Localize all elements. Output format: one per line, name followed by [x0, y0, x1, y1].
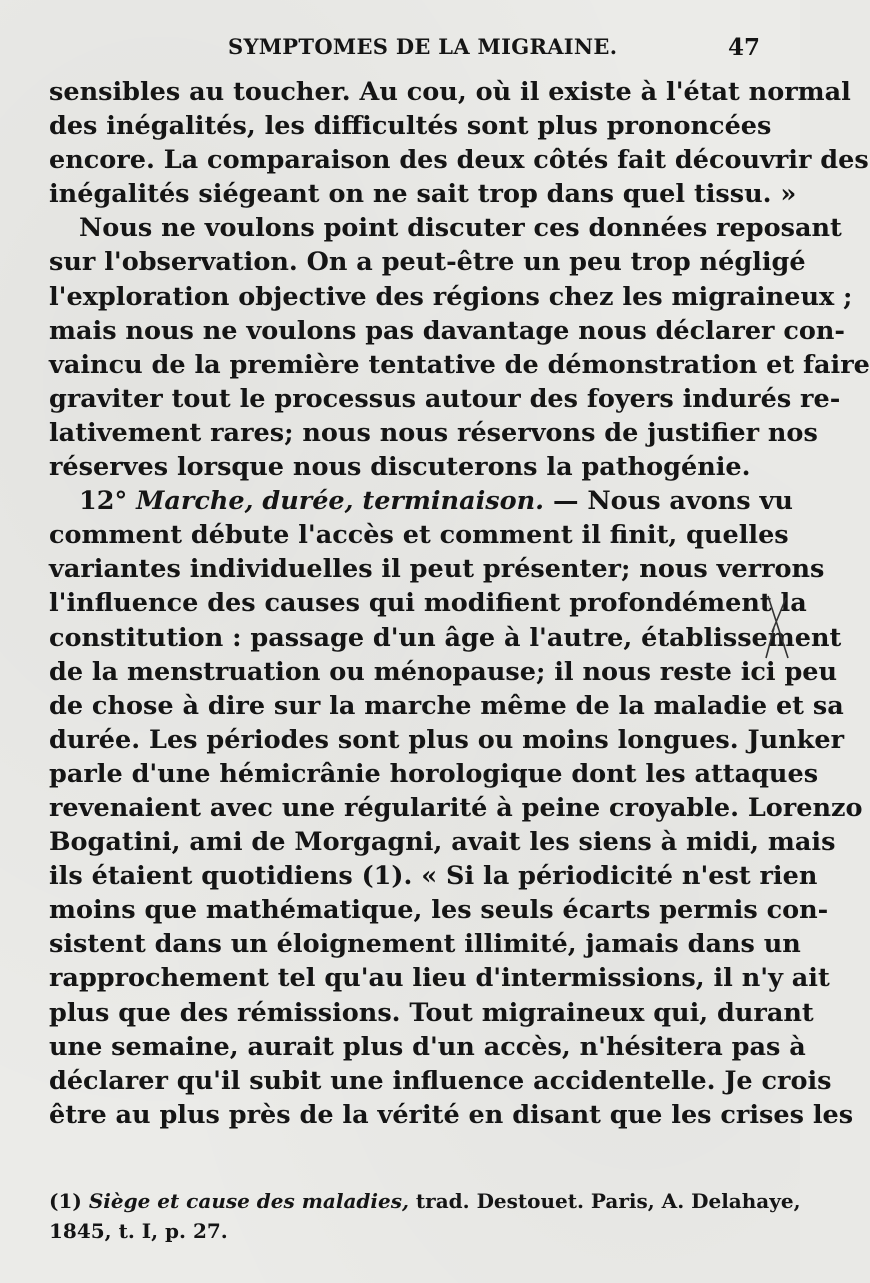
text-line: constitution : passage d'un âge à l'autre, établissement: [49, 622, 842, 653]
text-line: des inégalités, les difficultés sont plus prononcées: [49, 111, 772, 142]
text-line: mais nous ne voulons pas davantage nous déclarer con-: [49, 315, 846, 346]
text-line: moins que mathématique, les seuls écarts permis con-: [49, 895, 829, 926]
text-line: revenaient avec une régularité à peine croyable. Lorenzo: [49, 792, 863, 823]
text-line: de chose à dire sur la marche même de la maladie et sa: [49, 690, 844, 721]
footnote-title: Siège et cause des maladies,: [88, 1189, 409, 1213]
text-line: réserves lorsque nous discuterons la pathogénie.: [49, 452, 751, 483]
text-line: sensibles au toucher. Au cou, où il existe à l'état normal: [49, 77, 851, 107]
text-line: ils étaient quotidiens (1). « Si la périodicité n'est rien: [49, 861, 818, 892]
footnote-marker: (1): [49, 1189, 82, 1213]
text-line: encore. La comparaison des deux côtés fait découvrir des: [49, 145, 869, 176]
page-header: [0, 34, 800, 74]
section-title-terminaison: terminaison.: [362, 486, 545, 517]
footnote-line: 1845, t. I, p. 27.: [49, 1219, 228, 1243]
section-heading-rest: — Nous avons vu: [552, 486, 793, 517]
text-line: plus que des rémissions. Tout migraineux qui, durant: [49, 997, 814, 1028]
text-line: variantes individuelles il peut présenter; nous verrons: [49, 554, 825, 585]
text-line: inégalités siégeant on ne sait trop dans quel tissu. »: [49, 179, 797, 210]
text-line: déclarer qu'il subit une influence accidentelle. Je crois: [49, 1065, 832, 1096]
text-line: l'exploration objective des régions chez les migraineux ;: [49, 281, 853, 312]
footnote-citation: trad. Destouet. Paris, A. Delahaye,: [415, 1189, 801, 1213]
text-line: parle d'une hémicrânie horologique dont les attaques: [49, 758, 819, 789]
margin-x-mark-icon: [762, 592, 792, 662]
footnote: [49, 1186, 801, 1246]
text-line: être au plus près de la vérité en disant que les crises les: [49, 1099, 854, 1130]
page-number: 47: [728, 34, 761, 61]
text-line: de la menstruation ou ménopause; il nous reste ici peu: [49, 656, 838, 687]
text-line: graviter tout le processus autour des foyers indurés re-: [49, 383, 841, 414]
text-line: l'influence des causes qui modifient profondément la: [49, 588, 807, 619]
text-line: sistent dans un éloignement illimité, jamais dans un: [49, 929, 801, 960]
text-line: comment débute l'accès et comment il finit, quelles: [49, 520, 789, 551]
section-number: 12°: [79, 486, 128, 517]
running-title: SYMPTOMES DE LA MIGRAINE.: [228, 34, 618, 59]
text-line: Nous ne voulons point discuter ces données reposant: [79, 213, 842, 244]
text-line: une semaine, aurait plus d'un accès, n'hésitera pas à: [49, 1031, 806, 1062]
footnote-line: [49, 1186, 801, 1216]
section-title-duree: durée,: [262, 486, 354, 517]
text-line: durée. Les périodes sont plus ou moins longues. Junker: [49, 724, 845, 755]
text-line: rapprochement tel qu'au lieu d'intermissions, il n'y ait: [49, 963, 830, 994]
text-line: sur l'observation. On a peut-être un peu trop négligé: [49, 247, 806, 278]
text-line: lativement rares; nous nous réservons de justifier nos: [49, 417, 818, 448]
text-line: vaincu de la première tentative de démonstration et faire: [49, 349, 870, 380]
section-heading-line: [49, 484, 793, 518]
body-text: [49, 75, 870, 1132]
text-line: Bogatini, ami de Morgagni, avait les siens à midi, mais: [49, 827, 836, 858]
section-title-marche: Marche,: [136, 486, 254, 517]
